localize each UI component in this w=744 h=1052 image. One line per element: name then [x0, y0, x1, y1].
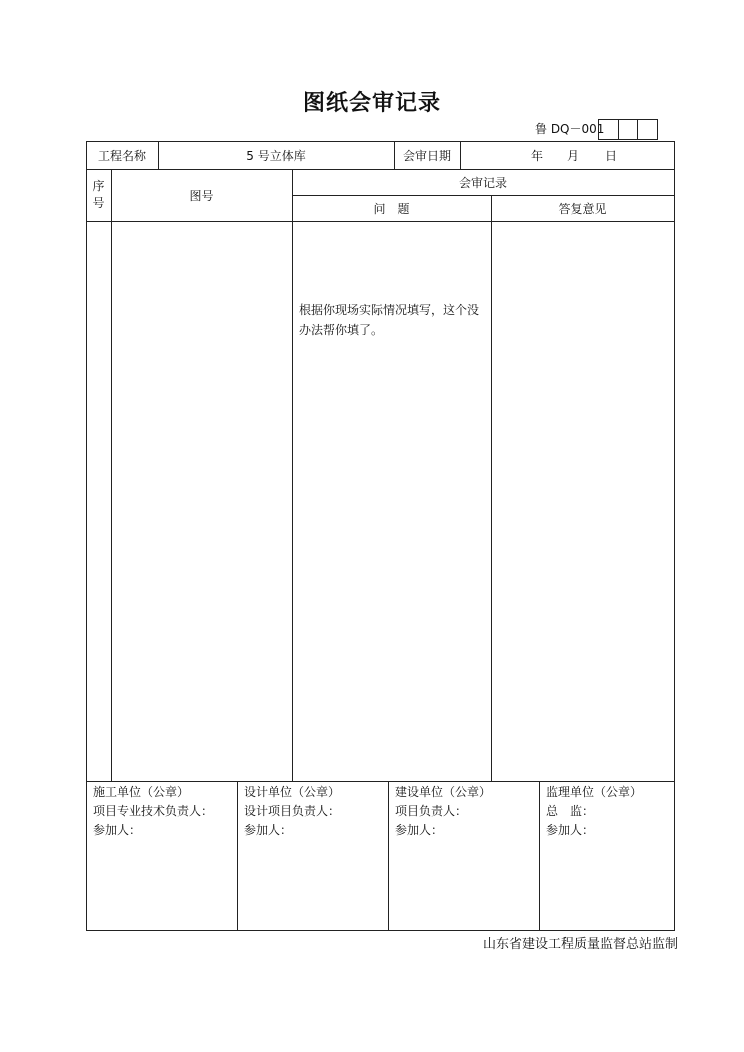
signature-design — [244, 783, 386, 840]
table-border — [86, 141, 87, 931]
seq-label: 序 — [92, 179, 105, 193]
signature-line: 参加人： — [244, 823, 293, 837]
signature-line: 设计项目负责人： — [244, 804, 341, 818]
review-record-header: 会审记录 — [458, 175, 507, 190]
table-border — [86, 930, 674, 931]
code-box[interactable] — [637, 119, 658, 140]
table-border — [237, 781, 238, 930]
signature-line: 参加人： — [395, 823, 444, 837]
table-border — [539, 781, 540, 930]
signature-line: 参加人： — [93, 823, 142, 837]
table-border — [292, 169, 293, 781]
table-border — [460, 141, 461, 169]
form-code-boxes — [598, 119, 658, 140]
signature-unit: 建设单位（公章） — [395, 785, 492, 799]
table-border — [388, 781, 389, 930]
signature-line: 总 监： — [546, 804, 595, 818]
signature-line: 参加人： — [546, 823, 595, 837]
project-name-label: 工程名称 — [97, 148, 146, 163]
signature-unit: 监理单位（公章） — [546, 785, 643, 799]
signature-supervision — [546, 783, 672, 840]
month-label: 月 — [566, 148, 579, 163]
reply-header: 答复意见 — [558, 201, 607, 216]
form-code: 鲁 DQ－001 — [535, 122, 605, 136]
drawing-no-header: 图号 — [189, 188, 214, 203]
day-label: 日 — [604, 148, 617, 163]
table-border — [86, 221, 674, 222]
issue-header: 问 题 — [373, 201, 410, 216]
page-title: 图纸会审记录 — [302, 91, 441, 116]
code-box[interactable] — [598, 119, 618, 140]
footer-issuer: 山东省建设工程质量监督总站监制 — [482, 937, 678, 952]
signature-construction — [93, 783, 235, 840]
table-border — [86, 781, 674, 782]
review-date-label: 会审日期 — [402, 148, 451, 163]
table-border — [491, 195, 492, 781]
issue-text[interactable]: 根据你现场实际情况填写，这个没办法帮你填了。 — [299, 303, 480, 337]
table-border — [111, 169, 112, 781]
year-label: 年 — [530, 148, 543, 163]
seq-label: 号 — [92, 196, 105, 210]
signature-line: 项目负责人： — [395, 804, 468, 818]
project-name-value[interactable]: 5 号立体库 — [246, 148, 306, 163]
signature-unit: 施工单位（公章） — [93, 785, 190, 799]
table-border — [674, 141, 675, 931]
signature-unit: 设计单位（公章） — [244, 785, 341, 799]
signature-line: 项目专业技术负责人： — [93, 804, 214, 818]
signature-owner — [395, 783, 537, 840]
seq-header — [86, 169, 111, 221]
code-box[interactable] — [618, 119, 638, 140]
